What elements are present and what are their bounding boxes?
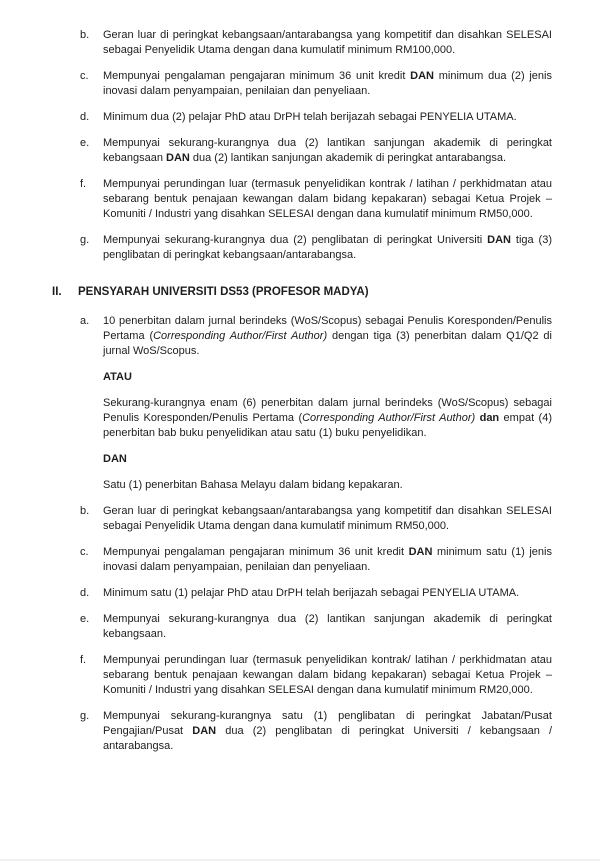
paragraph xyxy=(103,653,552,698)
text-segment: dan xyxy=(479,412,500,424)
item-letter: d. xyxy=(80,587,90,599)
text-segment: dua (2) lantikan sanjungan akademik di peringkat antarabangsa. xyxy=(189,152,506,164)
item-text xyxy=(103,709,552,754)
text-segment: DAN xyxy=(103,453,127,465)
item-letter: g. xyxy=(80,234,90,246)
text-segment: empat (4) penerbitan bab buku penyelidikan atau satu (1) buku penyelidikan. xyxy=(103,412,552,439)
item-letter: d. xyxy=(80,111,90,123)
list-item xyxy=(80,653,552,698)
section-numeral: II. xyxy=(52,286,62,298)
text-segment: ATAU xyxy=(103,371,132,383)
paragraph xyxy=(103,545,552,575)
text-segment: Corresponding Author/First Author) xyxy=(153,330,328,342)
paragraph xyxy=(103,709,552,754)
item-letter: b. xyxy=(80,505,90,517)
text-segment: Mempunyai perundingan luar (termasuk penyelidikan kontrak/ latihan / perkhidmatan atau sebarang bentuk penajaan kewangan dalam bidang kepakaran) sebagai Ketua Projek – Komuniti / Industri yang disahkan SELESAI dengan dana kumulatif minimum RM20,000. xyxy=(103,654,552,696)
section-ii-items-list xyxy=(80,314,552,754)
item-text xyxy=(103,545,552,575)
item-letter: e. xyxy=(80,613,90,625)
list-item xyxy=(80,136,552,166)
list-item xyxy=(80,545,552,575)
paragraph xyxy=(103,69,552,99)
text-segment: Mempunyai sekurang-kurangnya dua (2) lantikan sanjungan akademik di peringkat kebangsaan. xyxy=(103,613,552,640)
text-segment: Sekurang-kurangnya enam (6) penerbitan dalam jurnal berindeks (WoS/Scopus) sebagai Penulis Koresponden/Penulis Pertama ( xyxy=(103,397,552,424)
text-segment: DAN xyxy=(192,725,217,737)
paragraph xyxy=(103,28,552,58)
paragraph xyxy=(103,396,552,441)
text-segment: DAN xyxy=(166,152,190,164)
section-title: PENSYARAH UNIVERSITI DS53 (PROFESOR MADYA) xyxy=(78,286,369,298)
item-text xyxy=(103,612,552,642)
item-letter: c. xyxy=(80,70,89,82)
text-segment: Satu (1) penerbitan Bahasa Melayu dalam bidang kepakaran. xyxy=(103,479,403,491)
text-segment: DAN xyxy=(408,546,433,558)
list-item xyxy=(80,314,552,493)
text-segment: Mempunyai sekurang-kurangnya dua (2) penglibatan di peringkat Universiti xyxy=(103,234,488,246)
item-text xyxy=(103,233,552,263)
list-item xyxy=(80,709,552,754)
paragraph xyxy=(103,314,552,359)
item-letter: a. xyxy=(80,315,90,327)
item-text xyxy=(103,653,552,698)
text-segment: dua (2) penglibatan di peringkat Universiti / kebangsaan / antarabangsa. xyxy=(103,725,552,752)
continued-items-list xyxy=(80,28,552,263)
text-segment: 10 penerbitan dalam jurnal berindeks (WoS/Scopus) sebagai Penulis Koresponden/Penulis Pertama ( xyxy=(103,315,552,342)
item-letter: f. xyxy=(80,178,87,190)
paragraph xyxy=(103,478,552,493)
list-item xyxy=(80,586,552,601)
text-segment: Mempunyai perundingan luar (termasuk penyelidikan kontrak / latihan / perkhidmatan atau sebarang bentuk penajaan kewangan dalam bidang kepakaran) sebagai Ketua Projek – Komuniti / Industri yang disahkan SELESAI dengan dana kumulatif minimum RM50,000. xyxy=(103,178,552,220)
text-segment: dengan tiga (3) penerbitan dalam Q1/Q2 di jurnal WoS/Scopus. xyxy=(103,330,552,357)
text-segment: DAN xyxy=(410,70,434,82)
paragraph xyxy=(103,233,552,263)
paragraph xyxy=(103,110,552,125)
item-letter: e. xyxy=(80,137,90,149)
paragraph xyxy=(103,452,552,467)
list-item xyxy=(80,177,552,222)
text-segment: Geran luar di peringkat kebangsaan/antarabangsa yang kompetitif dan disahkan SELESAI sebagai Penyelidik Utama dengan dana kumulatif minimum RM50,000. xyxy=(103,505,552,532)
item-text xyxy=(103,586,552,601)
paragraph xyxy=(103,586,552,601)
item-text xyxy=(103,28,552,58)
list-item xyxy=(80,110,552,125)
text-segment: minimum dua (2) jenis inovasi dalam penyampaian, penilaian dan penyeliaan. xyxy=(103,70,552,97)
text-segment: tiga (3) penglibatan di peringkat kebangsaan/antarabangsa. xyxy=(103,234,552,261)
item-letter: g. xyxy=(80,710,90,722)
paragraph xyxy=(103,370,552,385)
item-letter: c. xyxy=(80,546,89,558)
text-segment: Mempunyai sekurang-kurangnya dua (2) lantikan sanjungan akademik di peringkat kebangsaan xyxy=(103,137,552,164)
text-segment: Mempunyai pengalaman pengajaran minimum 36 unit kredit xyxy=(103,546,409,558)
text-segment: DAN xyxy=(487,234,511,246)
item-text xyxy=(103,69,552,99)
text-segment: Corresponding Author/First Author) xyxy=(302,412,476,424)
text-segment: Geran luar di peringkat kebangsaan/antarabangsa yang kompetitif dan disahkan SELESAI sebagai Penyelidik Utama dengan dana kumulatif minimum RM100,000. xyxy=(103,29,552,56)
list-item xyxy=(80,504,552,534)
list-item xyxy=(80,28,552,58)
text-segment: minimum satu (1) jenis inovasi dalam penyampaian, penilaian dan penyeliaan. xyxy=(103,546,552,573)
item-text xyxy=(103,177,552,222)
item-letter: b. xyxy=(80,29,90,41)
section-heading xyxy=(52,285,552,300)
text-segment: Mempunyai sekurang-kurangnya satu (1) penglibatan di peringkat Jabatan/Pusat Pengajian/Pusat xyxy=(103,710,552,737)
item-text xyxy=(103,504,552,534)
paragraph xyxy=(103,177,552,222)
text-segment: Minimum satu (1) pelajar PhD atau DrPH telah berijazah sebagai PENYELIA UTAMA. xyxy=(103,587,520,599)
paragraph xyxy=(103,612,552,642)
list-item xyxy=(80,69,552,99)
item-letter: f. xyxy=(80,654,87,666)
list-item xyxy=(80,612,552,642)
text-segment: Mempunyai pengalaman pengajaran minimum 36 unit kredit xyxy=(103,70,411,82)
paragraph xyxy=(103,136,552,166)
paragraph xyxy=(103,504,552,534)
list-item xyxy=(80,233,552,263)
item-text xyxy=(103,110,552,125)
text-segment: Minimum dua (2) pelajar PhD atau DrPH telah berijazah sebagai PENYELIA UTAMA. xyxy=(103,111,517,123)
item-text xyxy=(103,314,552,493)
item-text xyxy=(103,136,552,166)
